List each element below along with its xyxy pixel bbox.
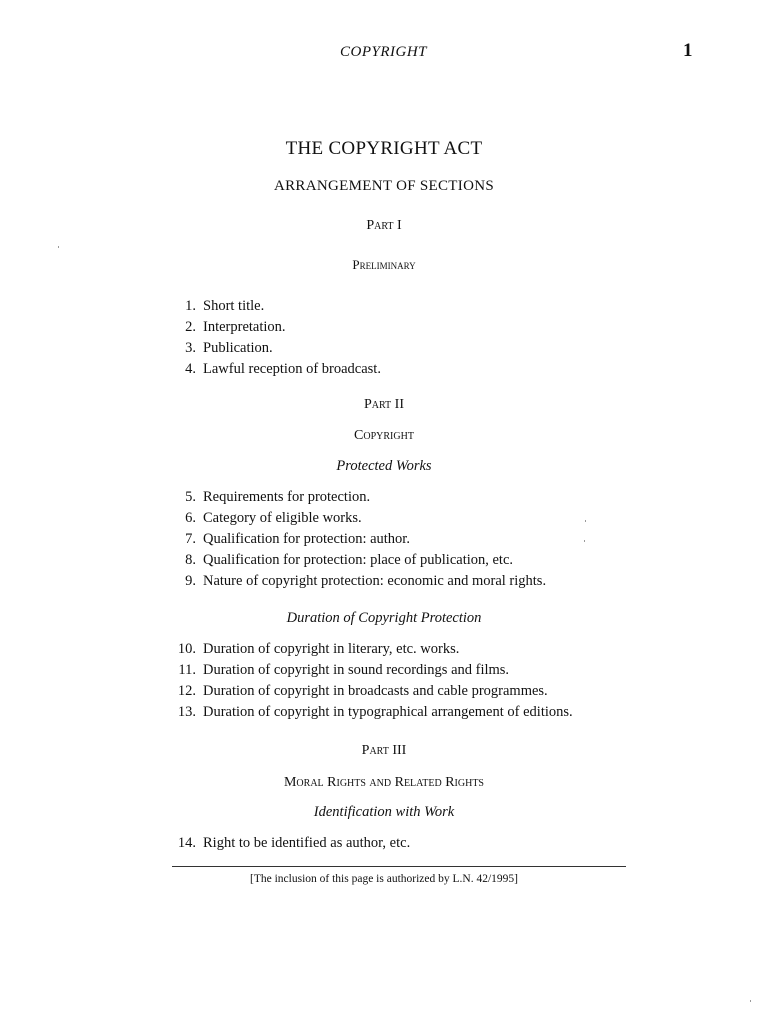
section-title: Lawful reception of broadcast. bbox=[203, 361, 381, 377]
section-number: 5. bbox=[185, 489, 196, 505]
section-title: Right to be identified as author, etc. bbox=[203, 835, 411, 851]
section-number: 12. bbox=[177, 683, 196, 699]
scan-speck bbox=[58, 246, 59, 248]
part-2-label: Part II bbox=[363, 397, 404, 412]
section-entry bbox=[160, 317, 381, 338]
scan-speck bbox=[584, 540, 585, 542]
section-entry bbox=[160, 681, 573, 702]
section-entry bbox=[160, 529, 546, 550]
section-entry bbox=[160, 359, 381, 380]
section-number: 8. bbox=[185, 552, 196, 568]
section-title: Qualification for protection: place of publication, etc. bbox=[203, 552, 514, 568]
section-title: Qualification for protection: author. bbox=[203, 531, 410, 547]
running-title: COPYRIGHT bbox=[340, 44, 428, 60]
footer-rule bbox=[172, 866, 626, 867]
section-entry bbox=[160, 833, 410, 854]
section-number: 11. bbox=[178, 662, 196, 678]
section-number: 14. bbox=[177, 835, 196, 851]
section-title: Duration of copyright in literary, etc. works. bbox=[203, 641, 460, 657]
section-title: Duration of copyright in sound recordings and films. bbox=[203, 662, 510, 678]
section-number: 4. bbox=[185, 361, 196, 377]
section-entry bbox=[160, 571, 546, 592]
section-number: 6. bbox=[185, 510, 196, 526]
section-entry bbox=[160, 508, 546, 529]
document-title: THE COPYRIGHT ACT bbox=[285, 138, 483, 159]
section-list-part-1 bbox=[160, 296, 381, 380]
part-2-heading: Copyright bbox=[354, 428, 414, 443]
part-3-heading: Moral Rights and Related Rights bbox=[283, 775, 484, 790]
section-number: 10. bbox=[177, 641, 196, 657]
part-1-heading: Preliminary bbox=[352, 257, 416, 272]
section-entry bbox=[160, 487, 546, 508]
section-title: Short title. bbox=[203, 298, 265, 314]
footer-note: [The inclusion of this page is authorized by L.N. 42/1995] bbox=[250, 873, 518, 885]
section-number: 1. bbox=[185, 298, 196, 314]
section-title: Duration of copyright in broadcasts and cable programmes. bbox=[203, 683, 548, 699]
section-entry bbox=[160, 660, 573, 681]
section-title: Interpretation. bbox=[203, 319, 286, 335]
section-entry bbox=[160, 550, 546, 571]
part-2-subheading-protected-works: Protected Works bbox=[336, 458, 432, 474]
part-2-subheading-duration: Duration of Copyright Protection bbox=[286, 610, 482, 626]
part-3-label: Part III bbox=[361, 743, 407, 758]
section-entry bbox=[160, 639, 573, 660]
section-list-protected-works bbox=[160, 487, 546, 592]
section-title: Publication. bbox=[203, 340, 273, 356]
section-number: 3. bbox=[185, 340, 196, 356]
part-1-label: Part I bbox=[366, 218, 402, 233]
page-number: 1 bbox=[683, 40, 693, 61]
part-3-subheading-identification: Identification with Work bbox=[313, 804, 455, 820]
section-number: 9. bbox=[185, 573, 196, 589]
section-list-duration bbox=[160, 639, 573, 723]
section-title: Duration of copyright in typographical arrangement of editions. bbox=[203, 704, 573, 720]
section-entry bbox=[160, 296, 381, 317]
section-title: Requirements for protection. bbox=[203, 489, 371, 505]
section-title: Nature of copyright protection: economic and moral rights. bbox=[203, 573, 547, 589]
section-number: 13. bbox=[177, 704, 196, 720]
section-number: 7. bbox=[185, 531, 196, 547]
scan-speck bbox=[585, 520, 586, 522]
section-number: 2. bbox=[185, 319, 196, 335]
scan-speck bbox=[750, 1000, 751, 1002]
section-title: Category of eligible works. bbox=[203, 510, 362, 526]
document-subtitle: ARRANGEMENT OF SECTIONS bbox=[274, 178, 494, 194]
section-entry bbox=[160, 338, 381, 359]
section-list-identification bbox=[160, 833, 410, 854]
section-entry bbox=[160, 702, 573, 723]
